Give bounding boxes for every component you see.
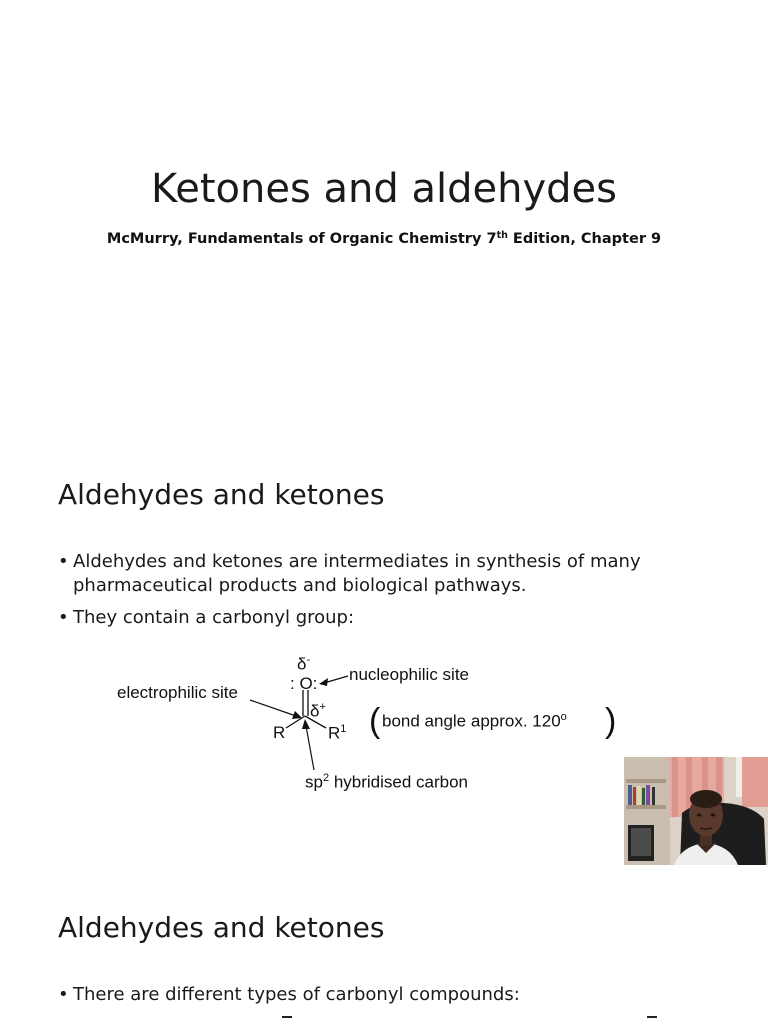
slide-3-bullets — [58, 983, 718, 1015]
bullet-item: • Aldehydes and ketones are intermediates in synthesis of many pharmaceutical products and biological pathways. — [58, 551, 641, 596]
bullet-item: • They contain a carbonyl group: — [58, 607, 355, 628]
r-group-right: $R^1$ — [328, 723, 347, 743]
slide-2-heading: Aldehydes and ketones — [58, 478, 385, 511]
oxygen-atom: : O: — [290, 674, 318, 693]
delta-plus-label: δ+ — [310, 701, 326, 721]
slide-2-bullets — [58, 550, 718, 638]
subtitle-main: McMurry, Fundamentals of Organic Chemistry 7 — [106, 231, 497, 247]
bullet-item: • There are different types of carbonyl compounds: — [58, 984, 520, 1005]
slide-subtitle — [0, 230, 768, 247]
nucleophilic-site-label: nucleophilic site — [349, 665, 470, 684]
carbonyl-diagram — [100, 652, 630, 802]
subtitle-sup: th — [496, 230, 508, 241]
slide-3-heading: Aldehydes and ketones — [58, 911, 385, 944]
subtitle-rest: Edition, Chapter 9 — [507, 231, 662, 247]
partial-structure-mark — [647, 1016, 657, 1024]
close-paren: ) — [605, 702, 617, 740]
partial-structure-mark — [282, 1016, 292, 1024]
electrophilic-site-label: electrophilic site — [117, 683, 238, 702]
r-group-left: R — [273, 723, 286, 742]
slide-title: Ketones and aldehydes — [151, 166, 617, 212]
webcam-video-icon — [624, 757, 768, 865]
delta-minus-label: δ- — [297, 654, 311, 674]
hybridised-carbon-label: $sp^2$ hybridised carbon — [305, 772, 469, 792]
bond-angle-label: bond angle approx. 120$^o$ — [382, 711, 567, 731]
open-paren: ( — [369, 702, 381, 740]
webcam-video-overlay[interactable] — [624, 757, 768, 865]
